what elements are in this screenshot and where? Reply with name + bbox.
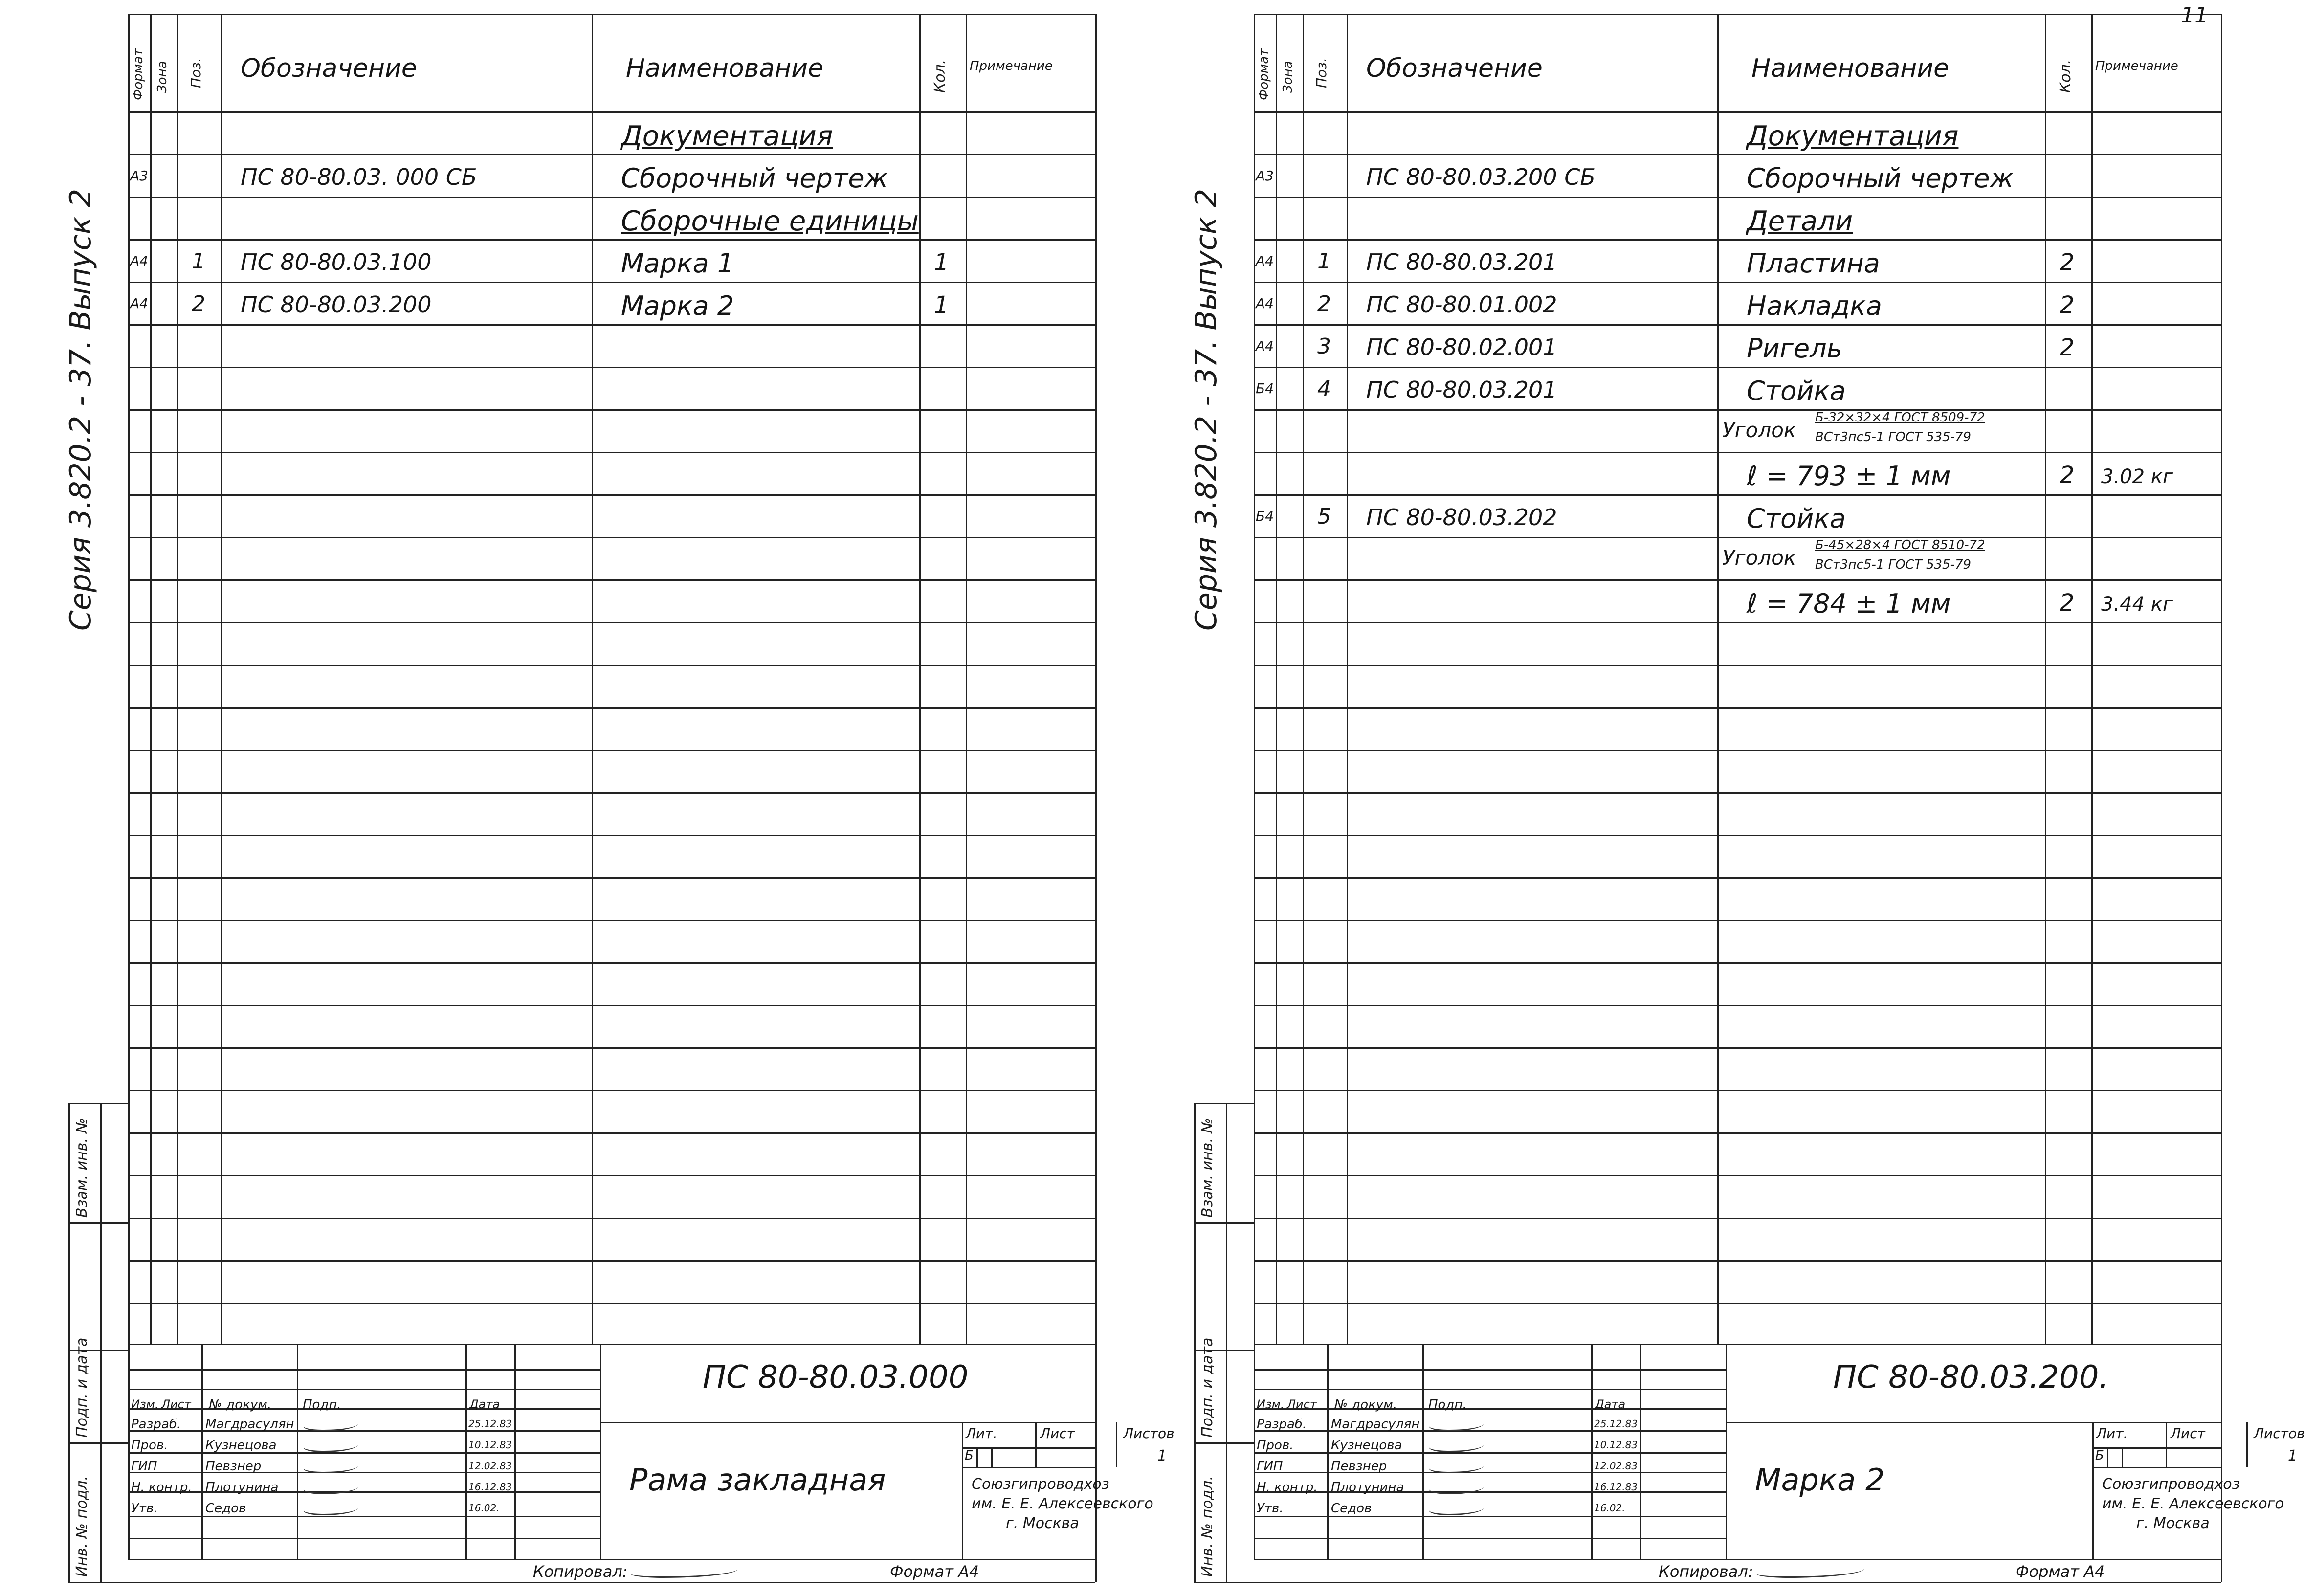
lit-rule <box>1116 1422 1117 1467</box>
row-rule <box>128 154 1095 155</box>
lit-rule-h <box>2092 1447 2221 1449</box>
row-rule <box>128 324 1095 326</box>
tb-col-split <box>600 1344 601 1559</box>
tb-role: Утв. <box>1257 1501 1284 1516</box>
frame-right <box>2221 14 2222 1582</box>
row-designation: ПС 80-80.03.200 СБ <box>1366 164 1596 190</box>
stamp-rule <box>68 1222 128 1224</box>
row-note: 3.44 кг <box>2101 593 2173 616</box>
header-designation: Обозначение <box>241 54 417 83</box>
lit-rule <box>976 1447 978 1467</box>
row-designation: ПС 80-80.03.100 <box>241 249 432 275</box>
page-number: 11 <box>2181 3 2208 28</box>
col-rule-zone <box>1303 14 1304 1344</box>
row-rule <box>1254 537 2221 538</box>
signature <box>302 1440 360 1452</box>
tb-person-name: Плотунина <box>1331 1480 1404 1495</box>
section-title: Документация <box>1747 120 1959 152</box>
header-pos: Поз. <box>188 58 204 88</box>
tb-role: Пров. <box>131 1438 168 1453</box>
section-title: Детали <box>1747 205 1853 237</box>
lit-rule <box>991 1447 993 1467</box>
header-bottom-rule <box>128 111 1095 113</box>
row-rule <box>1254 1047 2221 1049</box>
row-format: А4 <box>130 295 148 311</box>
signature <box>302 1419 360 1431</box>
series-label: Серия 3.820.2 - 37. Выпуск 2 <box>64 188 98 631</box>
row-name: Ригель <box>1747 333 1842 364</box>
tb-sheets-label: Листов <box>1123 1425 1175 1441</box>
title-block-top <box>128 1344 1095 1345</box>
title-block-row-rule <box>1254 1369 1726 1371</box>
stamp-top <box>1194 1103 1254 1104</box>
row-profile-bottom: ВСт3пс5-1 ГОСТ 535-79 <box>1815 430 1972 444</box>
section-title: Сборочные единицы <box>621 205 919 237</box>
lit-rule <box>1035 1422 1037 1467</box>
tb-hdr-sign: Подп. <box>303 1397 341 1412</box>
title-name: Рама закладная <box>629 1462 886 1498</box>
tb-sign-date: 10.12.83 <box>468 1439 512 1451</box>
tb-sign-date: 12.02.83 <box>1594 1460 1638 1472</box>
tb-person-name: Певзнер <box>1331 1459 1387 1474</box>
stamp-left <box>68 1103 70 1582</box>
row-name: Марка 2 <box>621 290 734 321</box>
row-rule <box>1254 750 2221 751</box>
row-rule <box>1254 197 2221 198</box>
title-block-row-rule <box>1254 1408 1726 1410</box>
header-qty: Кол. <box>931 59 949 93</box>
footer-format: Формат А4 <box>2016 1562 2105 1581</box>
col-rule-name <box>2045 14 2046 1344</box>
col-rule-designation <box>592 14 593 1344</box>
frame-top <box>128 14 1095 15</box>
tb-col-date <box>514 1344 516 1559</box>
tb-sheets-value: 1 <box>1157 1447 1167 1464</box>
row-rule <box>1254 1303 2221 1304</box>
row-rule <box>128 537 1095 538</box>
row-rule <box>128 1090 1095 1091</box>
row-material-name: Уголок <box>1722 418 1796 442</box>
row-rule <box>128 367 1095 368</box>
title-code: ПС 80-80.03.000 <box>703 1359 969 1396</box>
tb-role: ГИП <box>1257 1459 1283 1474</box>
row-rule <box>1254 877 2221 879</box>
row-rule <box>128 962 1095 964</box>
tb-hdr-list: Лист <box>161 1397 191 1411</box>
tb-sheet-label: Лист <box>1040 1425 1075 1441</box>
lit-rule <box>2092 1422 2094 1559</box>
row-designation: ПС 80-80.02.001 <box>1366 334 1557 360</box>
tb-person-name: Певзнер <box>205 1459 262 1474</box>
tb-org: г. Москва <box>2136 1515 2210 1532</box>
stamp-replace-inv: Взам. инв. № <box>1199 1118 1216 1218</box>
signature <box>1427 1419 1485 1431</box>
tb-person-name: Магдрасулян <box>1331 1417 1420 1432</box>
tb-person-name: Седов <box>1331 1501 1372 1516</box>
tb-col-list <box>1327 1344 1329 1559</box>
row-profile-top: Б-32×32×4 ГОСТ 8509-72 <box>1815 410 1985 425</box>
header-bottom-rule <box>1254 111 2221 113</box>
col-rule-designation <box>1717 14 1719 1344</box>
tb-sheets-label: Листов <box>2254 1425 2305 1441</box>
col-rule-pos <box>1347 14 1348 1344</box>
header-qty: Кол. <box>2057 59 2074 93</box>
title-block-top <box>1254 1344 2221 1345</box>
title-block-row-rule <box>1254 1430 1726 1432</box>
header-note: Примечание <box>2095 59 2178 73</box>
title-name: Марка 2 <box>1755 1462 1885 1498</box>
row-format: А3 <box>130 168 148 184</box>
footer-format: Формат А4 <box>890 1562 979 1581</box>
row-rule <box>128 239 1095 241</box>
row-qty: 1 <box>934 291 949 319</box>
row-rule <box>128 792 1095 794</box>
tb-hdr-izm: Изм. <box>1257 1397 1285 1411</box>
row-rule <box>128 835 1095 836</box>
tb-role: Пров. <box>1257 1438 1294 1453</box>
row-rule <box>1254 239 2221 241</box>
lit-rule <box>2166 1422 2167 1467</box>
tb-col-date <box>1640 1344 1641 1559</box>
tb-sign-date: 10.12.83 <box>1594 1439 1638 1451</box>
tb-org: Союзгипроводхоз <box>2102 1476 2240 1493</box>
tb-sign-date: 12.02.83 <box>468 1460 512 1472</box>
row-pos: 3 <box>1317 334 1331 359</box>
tb-person-name: Кузнецова <box>205 1438 277 1453</box>
row-rule <box>1254 665 2221 666</box>
row-designation: ПС 80-80.03.200 <box>241 291 432 318</box>
tb-person-name: Магдрасулян <box>205 1417 294 1432</box>
row-name: Марка 1 <box>621 248 734 279</box>
row-rule <box>128 1132 1095 1134</box>
footer-copied: Копировал: <box>1659 1562 1753 1581</box>
frame-left <box>1254 14 1255 1559</box>
row-name: ℓ = 793 ± 1 мм <box>1747 461 1951 491</box>
tb-role: Разраб. <box>131 1417 181 1432</box>
row-rule <box>128 494 1095 496</box>
row-rule <box>1254 707 2221 709</box>
row-rule <box>1254 1005 2221 1006</box>
row-rule <box>1254 409 2221 411</box>
stamp-mid <box>1226 1103 1227 1582</box>
title-code: ПС 80-80.03.200. <box>1833 1359 2109 1396</box>
row-rule <box>128 1047 1095 1049</box>
title-block-row-rule <box>128 1430 600 1432</box>
col-rule-pos <box>221 14 222 1344</box>
tb-person-name: Седов <box>205 1501 246 1516</box>
tb-col-split <box>1726 1344 1727 1559</box>
row-qty: 2 <box>2060 249 2075 276</box>
col-rule-format <box>150 14 152 1344</box>
title-block-row-rule <box>128 1408 600 1410</box>
title-block-bottom <box>1254 1559 2221 1560</box>
tb-sign-date: 16.12.83 <box>1594 1481 1638 1493</box>
row-rule <box>128 707 1095 709</box>
row-designation: ПС 80-80.03.201 <box>1366 377 1557 403</box>
tb-sign-date: 16.12.83 <box>468 1481 512 1493</box>
row-rule <box>128 409 1095 411</box>
stamp-top <box>68 1103 128 1104</box>
stamp-rule <box>68 1442 128 1444</box>
lit-rule <box>2107 1447 2108 1467</box>
tb-lit-label: Лит. <box>966 1425 997 1441</box>
tb-person-name: Кузнецова <box>1331 1438 1402 1453</box>
tb-role: Н. контр. <box>1257 1480 1318 1495</box>
tb-org: Союзгипроводхоз <box>972 1476 1109 1493</box>
frame-bottom <box>1194 1582 2221 1583</box>
lit-rule <box>2122 1447 2123 1467</box>
row-designation: ПС 80-80.03.202 <box>1366 504 1557 531</box>
tb-hdr-sign: Подп. <box>1428 1397 1467 1412</box>
row-rule <box>128 282 1095 283</box>
row-pos: 1 <box>1317 249 1331 274</box>
row-rule <box>128 750 1095 751</box>
tb-col-sign <box>465 1344 467 1559</box>
row-rule <box>1254 324 2221 326</box>
title-block-bottom <box>128 1559 1095 1560</box>
copier-signature <box>1756 1565 1864 1578</box>
row-pos: 2 <box>192 291 205 316</box>
row-rule <box>128 579 1095 581</box>
tb-hdr-doc: № докум. <box>209 1397 272 1412</box>
tb-hdr-list: Лист <box>1287 1397 1317 1411</box>
tb-hdr-izm: Изм. <box>131 1397 159 1411</box>
title-block-row-rule <box>1254 1472 1726 1473</box>
row-designation: ПС 80-80.03. 000 СБ <box>241 164 477 190</box>
row-qty: 2 <box>2060 334 2075 361</box>
lit-rule-h <box>962 1467 1095 1468</box>
tb-role: Н. контр. <box>131 1480 192 1495</box>
row-format: А4 <box>1256 338 1274 354</box>
title-block-row-rule <box>1254 1389 1726 1390</box>
lit-rule-h <box>2092 1467 2221 1468</box>
row-rule <box>1254 154 2221 155</box>
title-block-row-rule <box>1254 1491 1726 1493</box>
tb-col-doc <box>297 1344 298 1559</box>
row-rule <box>1254 367 2221 368</box>
spec-sheet-right <box>1126 0 2305 1596</box>
row-rule <box>128 920 1095 921</box>
stamp-inv-orig: Инв. № подл. <box>1199 1476 1216 1577</box>
row-qty: 2 <box>2060 589 2075 617</box>
row-pos: 5 <box>1317 504 1331 529</box>
row-rule <box>128 1218 1095 1219</box>
col-rule-qty <box>966 14 967 1344</box>
row-note: 3.02 кг <box>2101 466 2173 488</box>
header-zone: Зона <box>155 61 170 93</box>
row-rule <box>1254 920 2221 921</box>
row-rule <box>128 1175 1095 1176</box>
row-pos: 2 <box>1317 291 1331 316</box>
row-format: А3 <box>1256 168 1274 184</box>
row-rule <box>128 877 1095 879</box>
row-rule <box>1254 579 2221 581</box>
col-rule-name <box>919 14 921 1344</box>
stamp-rule <box>1194 1442 1254 1444</box>
stamp-mid <box>100 1103 102 1582</box>
row-rule <box>1254 1218 2221 1219</box>
tb-lit-label: Лит. <box>2096 1425 2128 1441</box>
stamp-sign-date: Подп. и дата <box>73 1337 90 1438</box>
tb-sign-date: 25.12.83 <box>1594 1418 1638 1430</box>
row-name: Сборочный чертеж <box>1747 163 2014 194</box>
title-block-row-rule <box>128 1491 600 1493</box>
tb-hdr-date: Дата <box>469 1397 500 1411</box>
row-profile-bottom: ВСт3пс5-1 ГОСТ 535-79 <box>1815 557 1972 572</box>
header-designation: Обозначение <box>1366 54 1543 83</box>
row-format: А4 <box>130 253 148 269</box>
row-pos: 1 <box>192 249 205 274</box>
row-rule <box>128 197 1095 198</box>
title-block-row-rule <box>128 1389 600 1390</box>
signature <box>1427 1503 1485 1515</box>
tb-org: им. Е. Е. Алексеевского <box>972 1495 1153 1512</box>
row-qty: 2 <box>2060 462 2075 489</box>
lit-rule <box>2246 1422 2248 1467</box>
row-rule <box>128 665 1095 666</box>
row-rule <box>1254 835 2221 836</box>
row-rule <box>1254 622 2221 623</box>
title-block-row-rule <box>128 1369 600 1371</box>
row-name: ℓ = 784 ± 1 мм <box>1747 588 1951 619</box>
section-title: Документация <box>621 120 833 152</box>
row-rule <box>128 1005 1095 1006</box>
title-block-row-rule <box>128 1452 600 1454</box>
stamp-replace-inv: Взам. инв. № <box>73 1118 90 1218</box>
title-code-rule <box>600 1422 1095 1423</box>
tb-col-sign <box>1591 1344 1593 1559</box>
tb-sheets-value: 1 <box>2288 1447 2298 1464</box>
stamp-rule <box>1194 1222 1254 1224</box>
series-label: Серия 3.820.2 - 37. Выпуск 2 <box>1189 188 1223 631</box>
stamp-sign-date: Подп. и дата <box>1199 1337 1216 1438</box>
lit-rule-h <box>962 1447 1095 1449</box>
signature <box>1427 1440 1485 1452</box>
header-pos: Поз. <box>1313 58 1330 88</box>
col-rule-qty <box>2091 14 2093 1344</box>
footer-copied: Копировал: <box>533 1562 628 1581</box>
row-rule <box>1254 1175 2221 1176</box>
tb-col-list <box>201 1344 203 1559</box>
row-rule <box>128 622 1095 623</box>
row-rule <box>1254 452 2221 453</box>
row-name: Сборочный чертеж <box>621 163 888 194</box>
title-block-row-rule <box>128 1472 600 1473</box>
row-format: Б4 <box>1256 380 1274 397</box>
row-designation: ПС 80-80.03.201 <box>1366 249 1557 275</box>
row-format: Б4 <box>1256 508 1274 524</box>
row-name: Стойка <box>1747 503 1846 534</box>
col-rule-zone <box>177 14 178 1344</box>
title-block-row-rule <box>128 1538 600 1539</box>
row-rule <box>128 452 1095 453</box>
tb-org: им. Е. Е. Алексеевского <box>2102 1495 2284 1512</box>
row-name: Стойка <box>1747 376 1846 406</box>
title-block-row-rule <box>1254 1516 1726 1517</box>
row-pos: 4 <box>1317 377 1331 401</box>
tb-person-name: Плотунина <box>205 1480 279 1495</box>
tb-role: ГИП <box>131 1459 157 1474</box>
row-rule <box>1254 1132 2221 1134</box>
row-designation: ПС 80-80.01.002 <box>1366 291 1557 318</box>
tb-hdr-date: Дата <box>1595 1397 1626 1411</box>
row-rule <box>1254 282 2221 283</box>
title-code-rule <box>1726 1422 2221 1423</box>
header-name: Наименование <box>1751 54 1950 83</box>
tb-col-doc <box>1422 1344 1424 1559</box>
row-qty: 1 <box>934 249 949 276</box>
lit-rule <box>962 1422 963 1559</box>
title-block-row-rule <box>1254 1538 1726 1539</box>
row-rule <box>1254 1090 2221 1091</box>
title-block-row-rule <box>1254 1452 1726 1454</box>
header-zone: Зона <box>1281 61 1295 93</box>
copier-signature <box>631 1565 738 1578</box>
row-format: А4 <box>1256 295 1274 311</box>
title-block-row-rule <box>128 1516 600 1517</box>
tb-lit-value: Б <box>965 1448 974 1463</box>
tb-sign-date: 25.12.83 <box>468 1418 512 1430</box>
signature <box>302 1503 360 1515</box>
frame-bottom <box>68 1582 1095 1583</box>
frame-top <box>1254 14 2221 15</box>
row-format: А4 <box>1256 253 1274 269</box>
row-rule <box>1254 1260 2221 1262</box>
row-profile-top: Б-45×28×4 ГОСТ 8510-72 <box>1815 538 1985 553</box>
row-rule <box>1254 494 2221 496</box>
header-format: Формат <box>1257 48 1271 100</box>
stamp-left <box>1194 1103 1196 1582</box>
header-name: Наименование <box>626 54 824 83</box>
frame-left <box>128 14 130 1559</box>
header-format: Формат <box>131 48 146 100</box>
col-rule-format <box>1276 14 1277 1344</box>
tb-sign-date: 16.02. <box>1594 1502 1625 1514</box>
tb-role: Утв. <box>131 1501 158 1516</box>
frame-right <box>1095 14 1097 1582</box>
row-rule <box>128 1303 1095 1304</box>
tb-sheet-label: Лист <box>2171 1425 2205 1441</box>
tb-role: Разраб. <box>1257 1417 1307 1432</box>
tb-lit-value: Б <box>2095 1448 2104 1463</box>
tb-org: г. Москва <box>1006 1515 1079 1532</box>
row-qty: 2 <box>2060 291 2075 319</box>
row-material-name: Уголок <box>1722 546 1796 570</box>
row-rule <box>128 1260 1095 1262</box>
header-note: Примечание <box>970 59 1053 73</box>
stamp-inv-orig: Инв. № подл. <box>73 1476 90 1577</box>
row-rule <box>1254 792 2221 794</box>
row-rule <box>1254 962 2221 964</box>
tb-sign-date: 16.02. <box>468 1502 500 1514</box>
row-name: Накладка <box>1747 290 1882 321</box>
row-name: Пластина <box>1747 248 1880 279</box>
tb-hdr-doc: № докум. <box>1334 1397 1397 1412</box>
